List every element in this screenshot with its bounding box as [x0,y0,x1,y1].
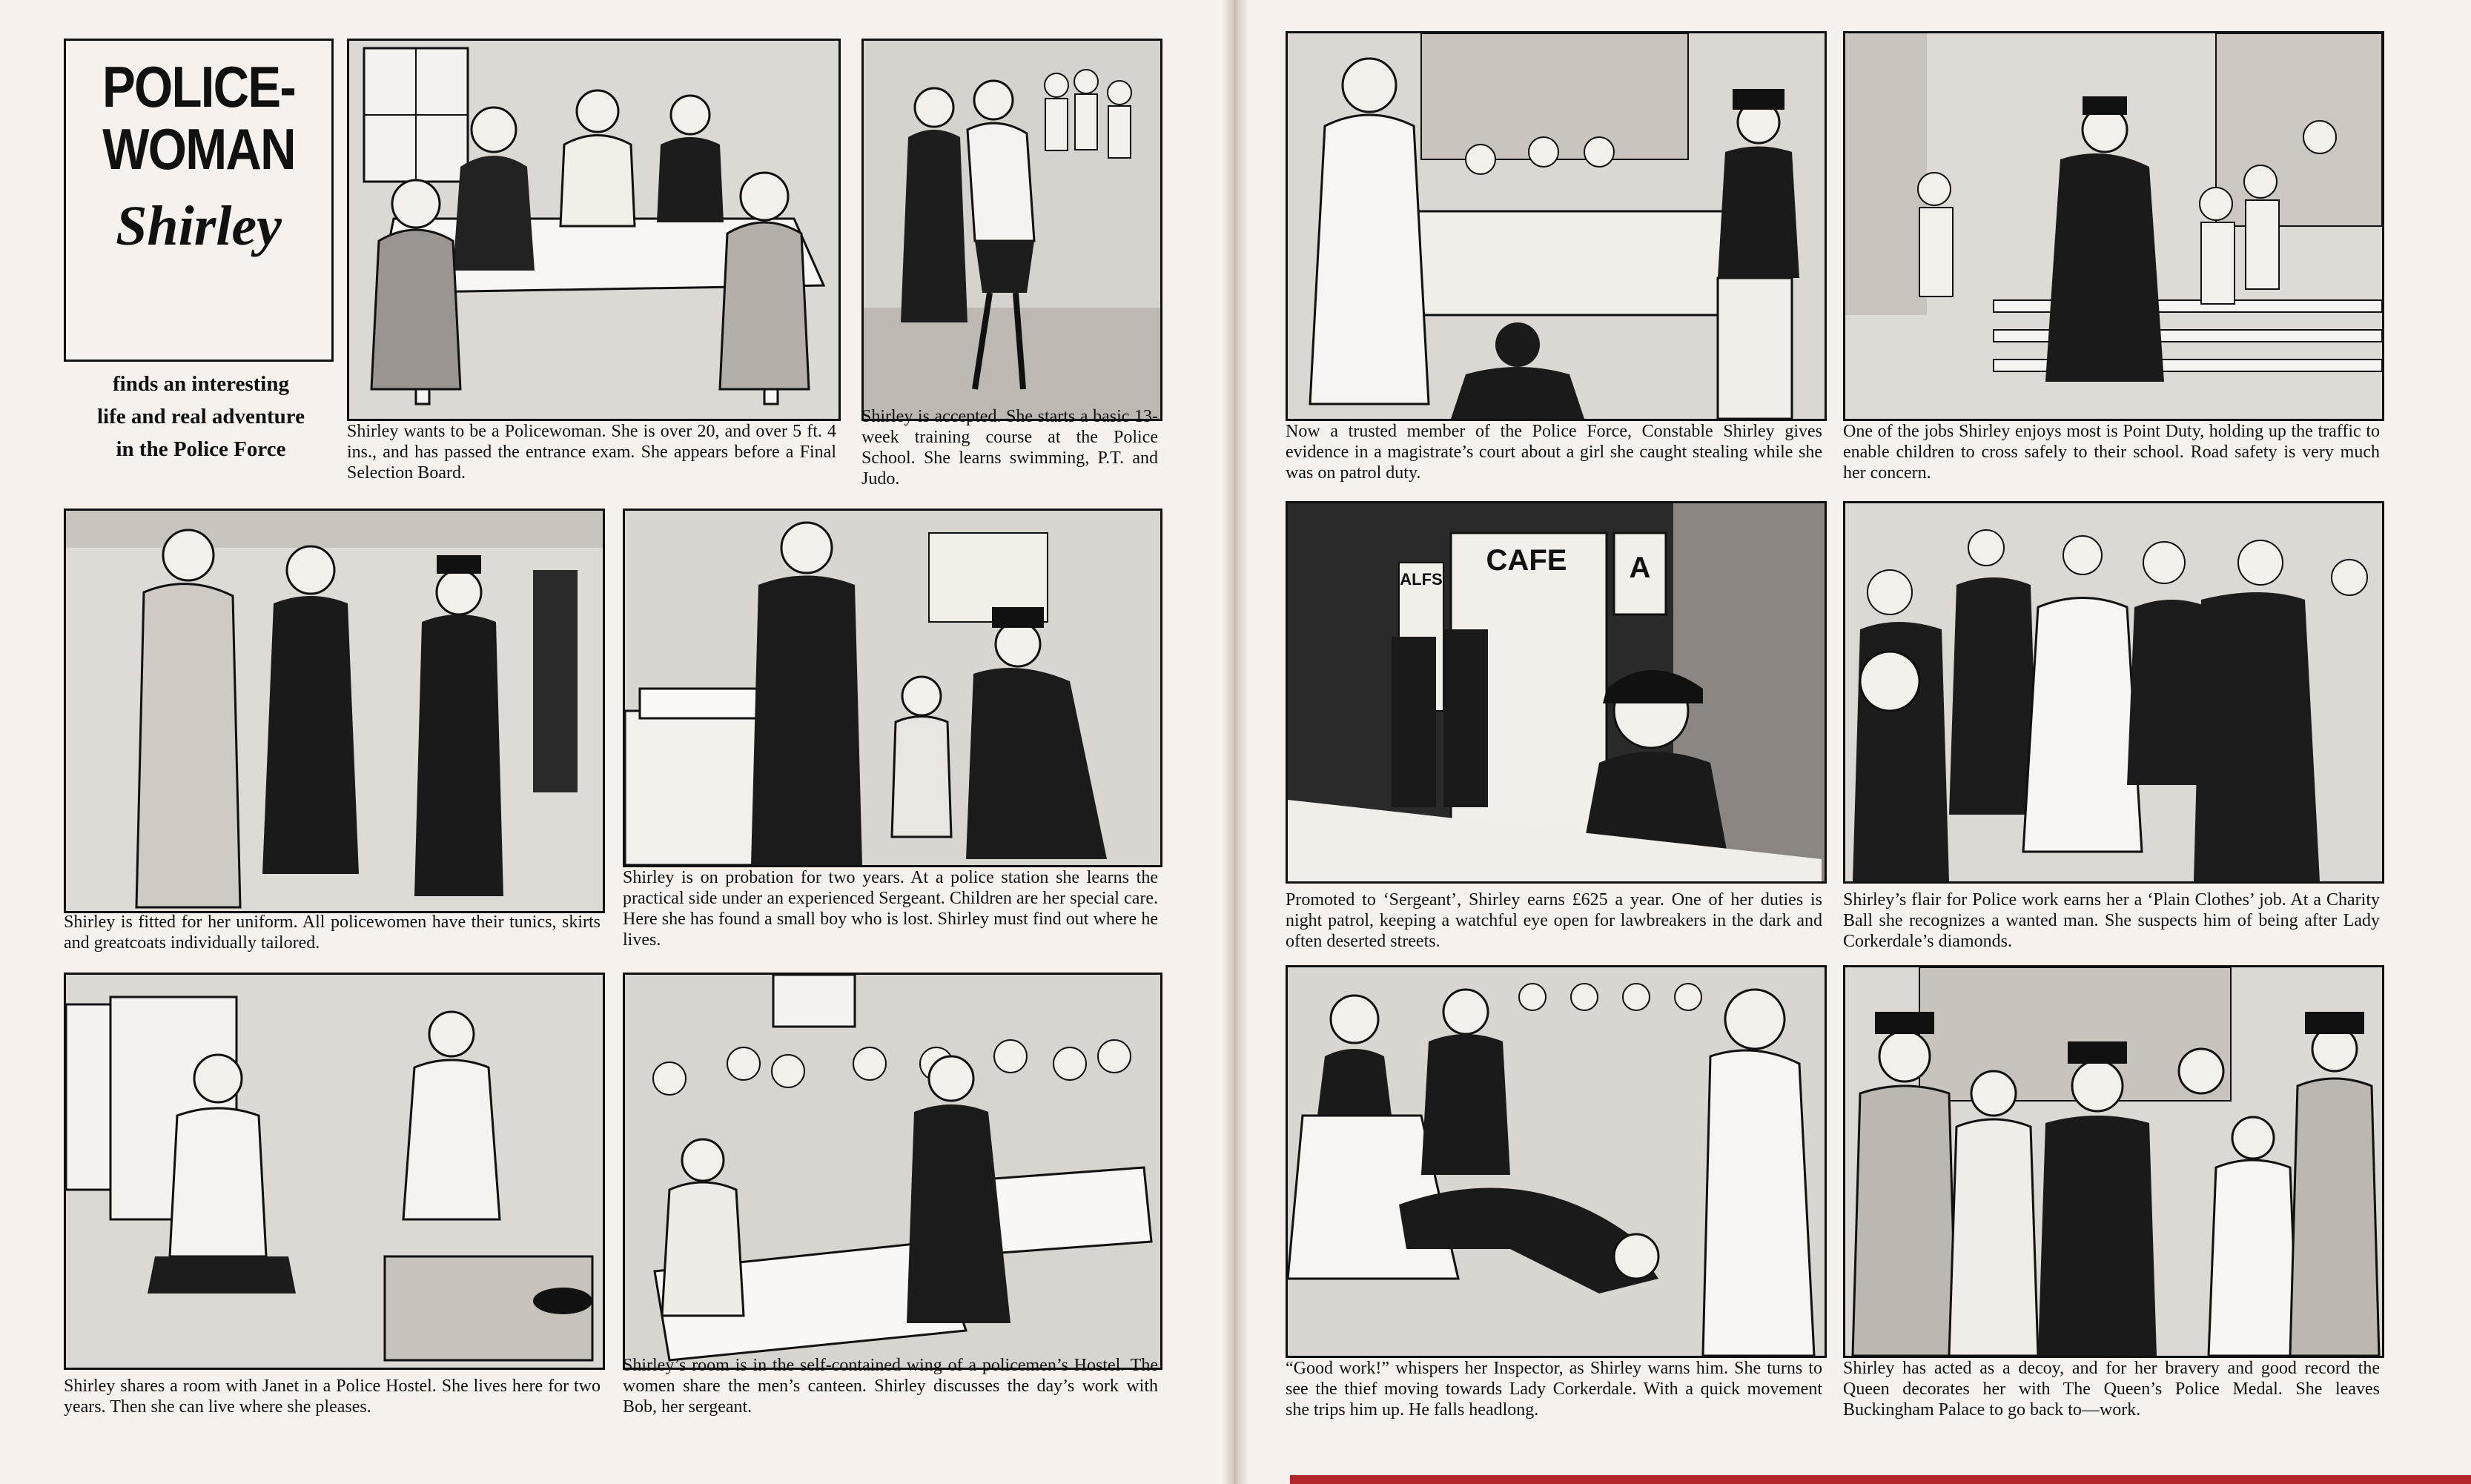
uniform-fitting-illustration [66,511,603,911]
palace-illustration [1845,967,2382,1356]
caption-school-crossing: One of the jobs Shirley enjoys most is Point Duty, holding up the traffic to enable children to cross safely to their school. Road safety is very much her concern. [1843,422,2380,483]
title-line-2: WOMAN [102,116,295,182]
story-title [85,56,313,180]
panel-judo-training [861,39,1162,421]
judo-training-illustration [864,41,1160,419]
caption-court: Now a trusted member of the Police Force, Constable Shirley gives evidence in a magistrate’s court about a girl she caught stealing while she was on patrol duty. [1286,422,1822,483]
court-illustration [1288,33,1825,419]
alfs-sign: ALFS [1400,570,1443,589]
caption-thief-tripped: “Good work!” whispers her Inspector, as Shirley warns him. She turns to see the thief moving towards Lady Corkerdale. With a quick movement she trips him up. He falls headlong. [1286,1359,1822,1420]
panel-hostel-room [64,973,605,1370]
heroine-name: Shirley [116,195,282,257]
page-gutter [1222,0,1248,1484]
panel-thief-tripped [1286,965,1827,1358]
panel-palace [1843,965,2384,1358]
panel-school-crossing [1843,31,2384,421]
caption-hostel-room: Shirley shares a room with Janet in a Police Hostel. She lives here for two years. Then she can live where she pleases. [64,1377,601,1417]
caption-uniform-fitting: Shirley is fitted for her uniform. All policewomen have their tunics, skirts and greatcoats individually tailored. [64,912,601,953]
panel-charity-ball [1843,501,2384,884]
panel-lost-boy [623,509,1162,867]
subtitle-line-1: finds an interesting [113,372,289,396]
charity-ball-illustration [1845,503,2382,881]
subtitle-line-3: in the Police Force [116,437,286,461]
panel-court [1286,31,1827,421]
partial-sign: A [1629,551,1651,584]
caption-judo-training: Shirley is accepted. She starts a basic 13-week training course at the Police School. She learns swimming, P.T. and Judo. [861,407,1158,488]
lost-boy-illustration [625,511,1160,865]
caption-palace: Shirley has acted as a decoy, and for her bravery and good record the Queen decorates her with The Queen’s Police Medal. She leaves Buckingham Palace to go back to—work. [1843,1359,2380,1420]
panel-night-patrol [1286,501,1827,884]
selection-board-illustration [349,41,838,419]
caption-night-patrol: Promoted to ‘Sergeant’, Shirley earns £625 a year. One of her duties is night patrol, keeping a watchful eye open for lawbreakers in the dark and often deserted streets. [1286,890,1822,951]
panel-canteen [623,973,1162,1370]
canteen-illustration [625,975,1160,1368]
school-crossing-illustration [1845,33,2382,419]
title-line-1: POLICE- [102,54,296,119]
story-subtitle [64,368,338,466]
thief-tripped-illustration [1288,967,1825,1356]
title-box [64,39,334,362]
panel-selection-board [347,39,841,421]
caption-selection-board: Shirley wants to be a Policewoman. She is over 20, and over 5 ft. 4 ins., and has passed the entrance exam. She appears before a Final Selection Board. [347,422,836,483]
cover-edge [1290,1475,2471,1484]
hostel-room-illustration [66,975,603,1368]
caption-charity-ball: Shirley’s flair for Police work earns her a ‘Plain Clothes’ job. At a Charity Ball she recognizes a wanted man. She suspects him of being after Lady Corkerdale’s diamonds. [1843,890,2380,951]
night-patrol-illustration [1288,503,1825,881]
subtitle-line-2: life and real adventure [96,405,305,428]
caption-canteen: Shirley’s room is in the self-contained wing of a policemen’s Hostel. The women share the men’s canteen. Shirley discusses the day’s work with Bob, her sergeant. [623,1356,1158,1417]
panel-uniform-fitting [64,509,605,913]
cafe-sign: CAFE [1486,544,1567,577]
caption-lost-boy: Shirley is on probation for two years. At a police station she learns the practical side under an experienced Sergeant. Children are her special care. Here she has found a small boy who is lost. Shirley must find out where he lives. [623,868,1158,950]
